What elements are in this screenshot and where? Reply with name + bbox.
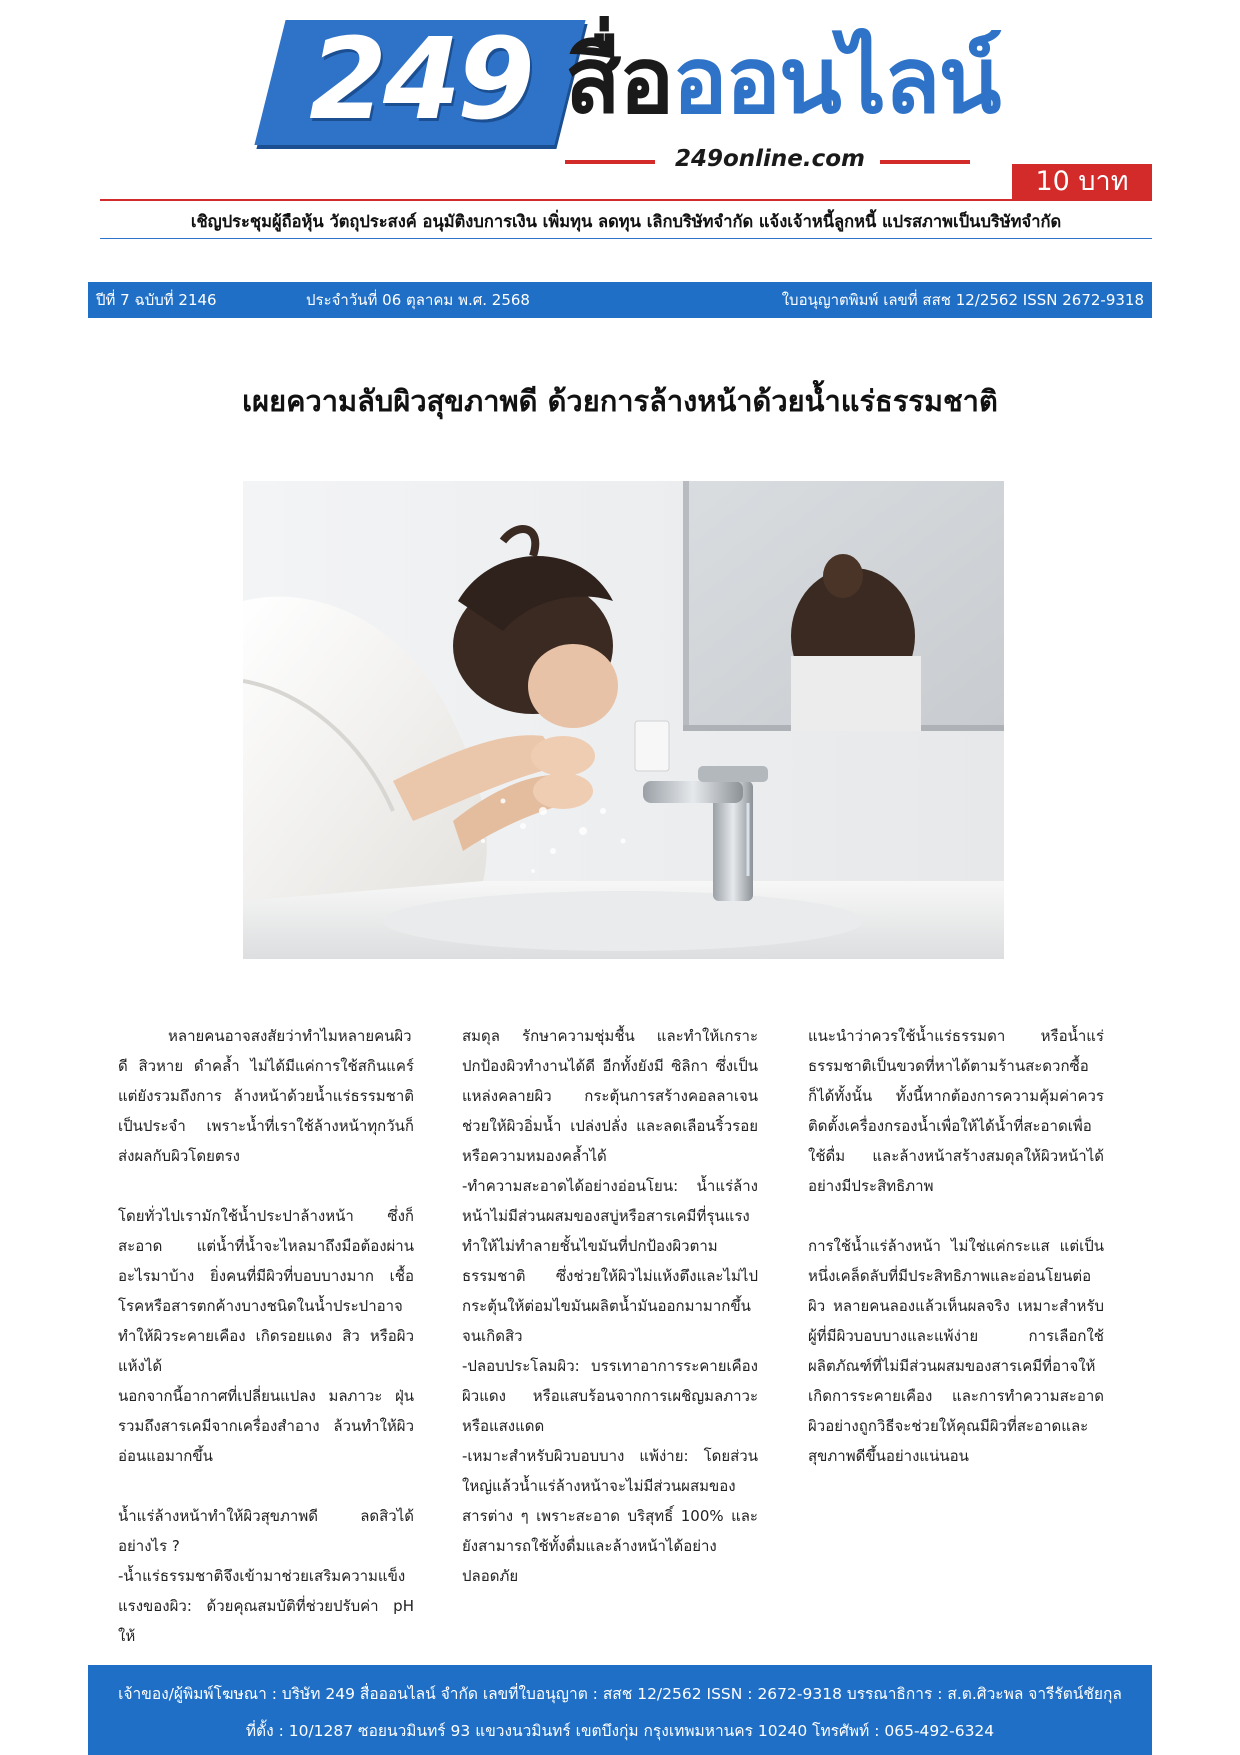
article-headline: เผยความลับผิวสุขภาพดี ด้วยการล้างหน้าด้วยน้ำแร่ธรรมชาติ bbox=[242, 384, 998, 418]
issue-license: ใบอนุญาตพิมพ์ เลขที่ สสช 12/2562 ISSN 2672-9318 bbox=[781, 291, 1144, 309]
masthead-divider bbox=[100, 199, 1152, 201]
price-tag: 10 บาท bbox=[1012, 164, 1152, 200]
article-photo bbox=[243, 481, 1004, 959]
issue-bar bbox=[88, 282, 1152, 318]
article-paragraph: -ปลอบประโลมผิว: บรรเทาอาการระคายเคือง ผิวแดง หรือแสบร้อนจากการเผชิญมลภาวะหรือแสงแดด bbox=[462, 1357, 758, 1435]
article-paragraph: -เหมาะสำหรับผิวบอบบาง แพ้ง่าย: โดยส่วนใหญ่แล้วน้ำแร่ล้างหน้าจะไม่มีส่วนผสมของสารต่าง ๆ เพราะสะอาด บริสุทธิ์ 100% และยังสามารถใช้ทั้งดื่มและล้างหน้าได้อย่างปลอดภัย bbox=[462, 1447, 758, 1585]
article-column-1 bbox=[118, 1021, 414, 1651]
footer-address-line: ที่ตั้ง : 10/1287 ซอยนวมินทร์ 93 แขวงนวมินทร์ เขตบึงกุ่ม กรุงเทพมหานคร 10240 โทรศัพท์ : 065-492-6324 bbox=[245, 1722, 995, 1740]
article-paragraph: -ทำความสะอาดได้อย่างอ่อนโยน: น้ำแร่ล้างหน้าไม่มีส่วนผสมของสบู่หรือสารเคมีที่รุนแรง ทำให้ไม่ทำลายชั้นไขมันที่ปกป้องผิวตามธรรมชาติ ซึ่งช่วยให้ผิวไม่แห้งตึงและไม่ไปกระตุ้นให้ต่อมไขมันผลิตน้ำมันออกมามากขึ้นจนเกิดสิว bbox=[462, 1177, 758, 1345]
article-paragraph: การใช้น้ำแร่ล้างหน้า ไม่ใช่แค่กระแส แต่เป็นหนึ่งเคล็ดลับที่มีประสิทธิภาพและอ่อนโยนต่อผิว หลายคนลองแล้วเห็นผลจริง เหมาะสำหรับผู้ที่มีผิวบอบบางและแพ้ง่าย การเลือกใช้ผลิตภัณฑ์ที่ไม่มีส่วนผสมของสารเคมีที่อาจให้เกิดการระคายเคือง และการทำความสะอาดผิวอย่างถูกวิธีจะช่วยให้คุณมีผิวที่สะอาดและสุขภาพดีขึ้นอย่างแน่นอน bbox=[808, 1237, 1104, 1465]
article-paragraph: สมดุล รักษาความชุ่มชื้น และทำให้เกราะปกป้องผิวทำงานได้ดี อีกทั้งยังมี ซิลิกา ซึ่งเป็นแหล่งคลายผิว กระตุ้นการสร้างคอลลาเจน ช่วยให้ผิวอิ่มน้ำ เปล่งปลั่ง และลดเลือนริ้วรอยหรือความหมองคล้ำได้ bbox=[462, 1027, 758, 1165]
issue-date: ประจำวันที่ 06 ตุลาคม พ.ศ. 2568 bbox=[306, 291, 530, 309]
article-paragraph: โดยทั่วไปเรามักใช้น้ำประปาล้างหน้า ซึ่งก็สะอาด แต่น้ำที่น้ำจะไหลมาถึงมือต้องผ่านอะไรมาบ้าง ยิ่งคนที่มีผิวที่บอบบางมาก เชื้อโรคหรือสารตกค้างบางชนิดในน้ำประปาอาจทำให้ผิวระคายเคือง เกิดรอยแดง สิว หรือผิวแห้งได้ bbox=[118, 1207, 414, 1375]
logo-wordmark-dark: สื่อ bbox=[565, 27, 673, 134]
article-paragraph: นอกจากนี้อากาศที่เปลี่ยนแปลง มลภาวะ ฝุ่น รวมถึงสารเคมีจากเครื่องสำอาง ล้วนทำให้ผิวอ่อนแอมากขึ้น bbox=[118, 1387, 414, 1465]
article-paragraph: หลายคนอาจสงสัยว่าทำไมหลายคนผิวดี สิวหาย ดำคล้ำ ไม่ได้มีแค่การใช้สกินแคร์ แต่ยังรวมถึงการ ล้างหน้าด้วยน้ำแร่ธรรมชาติเป็นประจำ เพราะน้ำที่เราใช้ล้างหน้าทุกวันก็ส่งผลกับผิวโดยตรง bbox=[118, 1027, 414, 1165]
article-column-3 bbox=[808, 1021, 1104, 1471]
logo-rule-left bbox=[565, 160, 655, 164]
logo-rule-right bbox=[880, 160, 970, 164]
publisher-footer bbox=[88, 1665, 1152, 1755]
footer-publisher-line: เจ้าของ/ผู้พิมพ์โฆษณา : บริษัท 249 สื่อออนไลน์ จำกัด เลขที่ใบอนุญาต : สสช 12/2562 ISSN : 2672-9318 บรรณาธิการ : ส.ต.ศิวะพล จารีรัตน์ชัยกุล bbox=[118, 1685, 1122, 1703]
article-column-2 bbox=[462, 1021, 758, 1591]
services-divider bbox=[100, 238, 1152, 239]
logo-number: 249 bbox=[309, 15, 531, 145]
logo-url: 249online.com bbox=[674, 146, 866, 172]
article-subheading: น้ำแร่ล้างหน้าทำให้ผิวสุขภาพดี ลดสิวได้อย่างไร ? bbox=[118, 1507, 414, 1555]
services-line: เชิญประชุมผู้ถือหุ้น วัตถุประสงค์ อนุมัติงบการเงิน เพิ่มทุน ลดทุน เลิกบริษัทจำกัด แจ้งเจ้าหนี้ลูกหนี้ แปรสภาพเป็นบริษัทจำกัด bbox=[190, 212, 1062, 231]
article-paragraph: แนะนำว่าควรใช้น้ำแร่ธรรมดา หรือน้ำแร่ธรรมชาติเป็นขวดที่หาได้ตามร้านสะดวกซื้อก็ได้ทั้งนั้น ทั้งนี้หากต้องการความคุ้มค่าควรติดตั้งเครื่องกรองน้ำเพื่อให้ได้น้ำที่สะอาดเพื่อใช้ดื่ม และล้างหน้าสร้างสมดุลให้ผิวหน้าได้อย่างมีประสิทธิภาพ bbox=[808, 1027, 1104, 1195]
logo-wordmark bbox=[565, 26, 1000, 136]
issue-number: ปีที่ 7 ฉบับที่ 2146 bbox=[96, 291, 217, 309]
logo-wordmark-blue: ออนไลน์ bbox=[672, 27, 1000, 134]
article-paragraph: -น้ำแร่ธรรมชาติจึงเข้ามาช่วยเสริมความแข็งแรงของผิว: ด้วยคุณสมบัติที่ช่วยปรับค่า pH ให้ bbox=[118, 1567, 414, 1645]
